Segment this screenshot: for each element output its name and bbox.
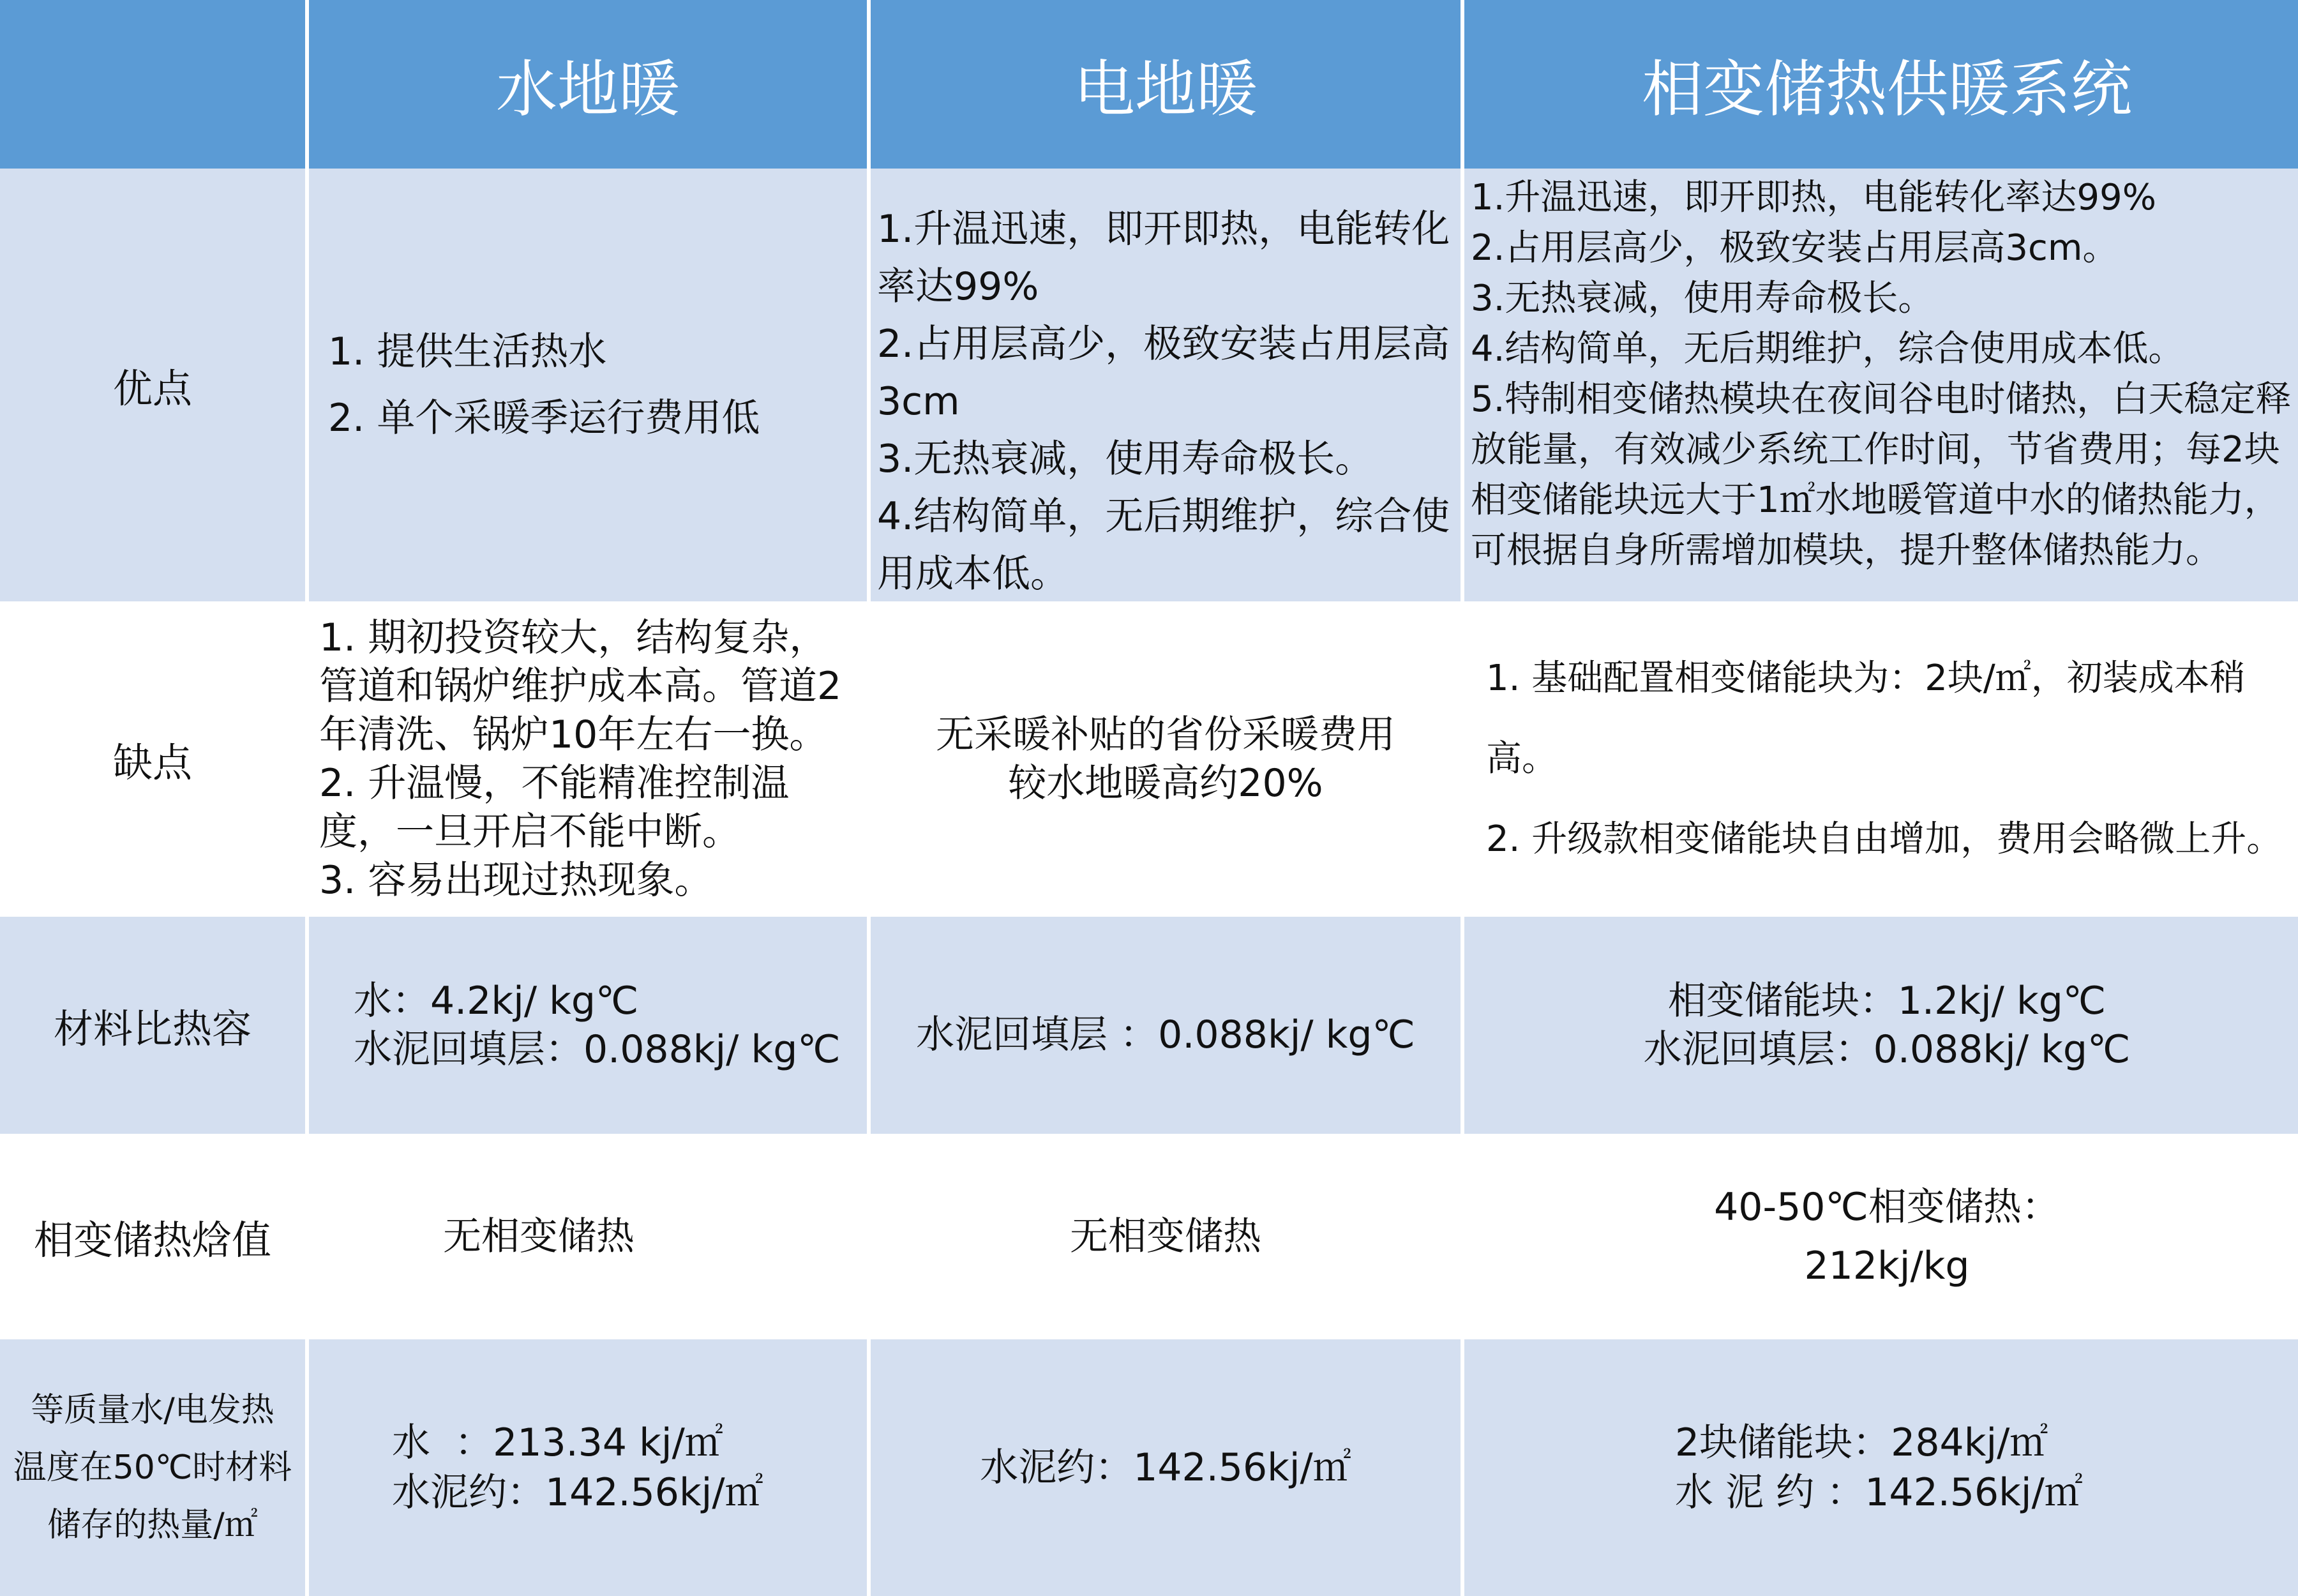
row-label-enthalpy: 相变储热焓值: [0, 1134, 305, 1339]
specific-heat-water: 水：4.2kj/ kg℃ 水泥回填层：0.088kj/ kg℃: [309, 917, 867, 1134]
stored-heat-electric: 水泥约：142.56kj/㎡: [871, 1339, 1461, 1596]
row-label-advantages: 优点: [0, 169, 305, 601]
advantages-water: 1. 提供生活热水 2. 单个采暖季运行费用低: [309, 169, 867, 601]
disadvantages-water: 1. 期初投资较大，结构复杂，管道和锅炉维护成本高。管道2年清洗、锅炉10年左右一换。 2. 升温慢，不能精准控制温度，一旦开启不能中断。 3. 容易出现过热现象。: [309, 601, 867, 917]
advantages-electric: 1.升温迅速，即开即热，电能转化率达99% 2.占用层高少，极致安装占用层高3cm 3.无热衰减，使用寿命极长。 4.结构简单，无后期维护，综合使用成本低。: [871, 169, 1461, 601]
header-corner: [0, 0, 305, 169]
stored-heat-water: 水 ：213.34 kj/㎡ 水泥约：142.56kj/㎡: [309, 1339, 867, 1596]
header-phase-change-heating: 相变储热供暖系统: [1464, 0, 2298, 169]
stored-heat-phase-change: 2块储能块：284kj/㎡ 水 泥 约 ：142.56kj/㎡: [1464, 1339, 2298, 1596]
row-label-stored-heat: 等质量水/电发热 温度在50℃时材料 储存的热量/㎡: [0, 1339, 305, 1596]
disadvantages-phase-change: 1. 基础配置相变储能块为：2块/㎡，初装成本稍高。 2. 升级款相变储能块自由增加，费用会略微上升。: [1464, 601, 2298, 917]
specific-heat-electric: 水泥回填层 ：0.088kj/ kg℃: [871, 917, 1461, 1134]
header-electric-floor-heating: 电地暖: [871, 0, 1461, 169]
advantages-phase-change: 1.升温迅速，即开即热，电能转化率达99% 2.占用层高少，极致安装占用层高3cm。 3.无热衰减，使用寿命极长。 4.结构简单，无后期维护，综合使用成本低。 5.特制相变储热模块在夜间谷电时储热，白天稳定释放能量，有效减少系统工作时间，节省费用；每2块相变储能块远大于1㎡水地暖管道中水的储热能力，可根据自身所需增加模块，提升整体储热能力。: [1464, 169, 2298, 601]
specific-heat-phase-change: 相变储能块：1.2kj/ kg℃ 水泥回填层：0.088kj/ kg℃: [1464, 917, 2298, 1134]
row-label-disadvantages: 缺点: [0, 601, 305, 917]
disadvantages-electric: 无采暖补贴的省份采暖费用 较水地暖高约20%: [871, 601, 1461, 917]
header-water-floor-heating: 水地暖: [309, 0, 867, 169]
enthalpy-water: 无相变储热: [309, 1134, 867, 1339]
enthalpy-electric: 无相变储热: [871, 1134, 1461, 1339]
enthalpy-phase-change: 40-50℃相变储热： 212kj/kg: [1464, 1134, 2298, 1339]
row-label-specific-heat: 材料比热容: [0, 917, 305, 1134]
